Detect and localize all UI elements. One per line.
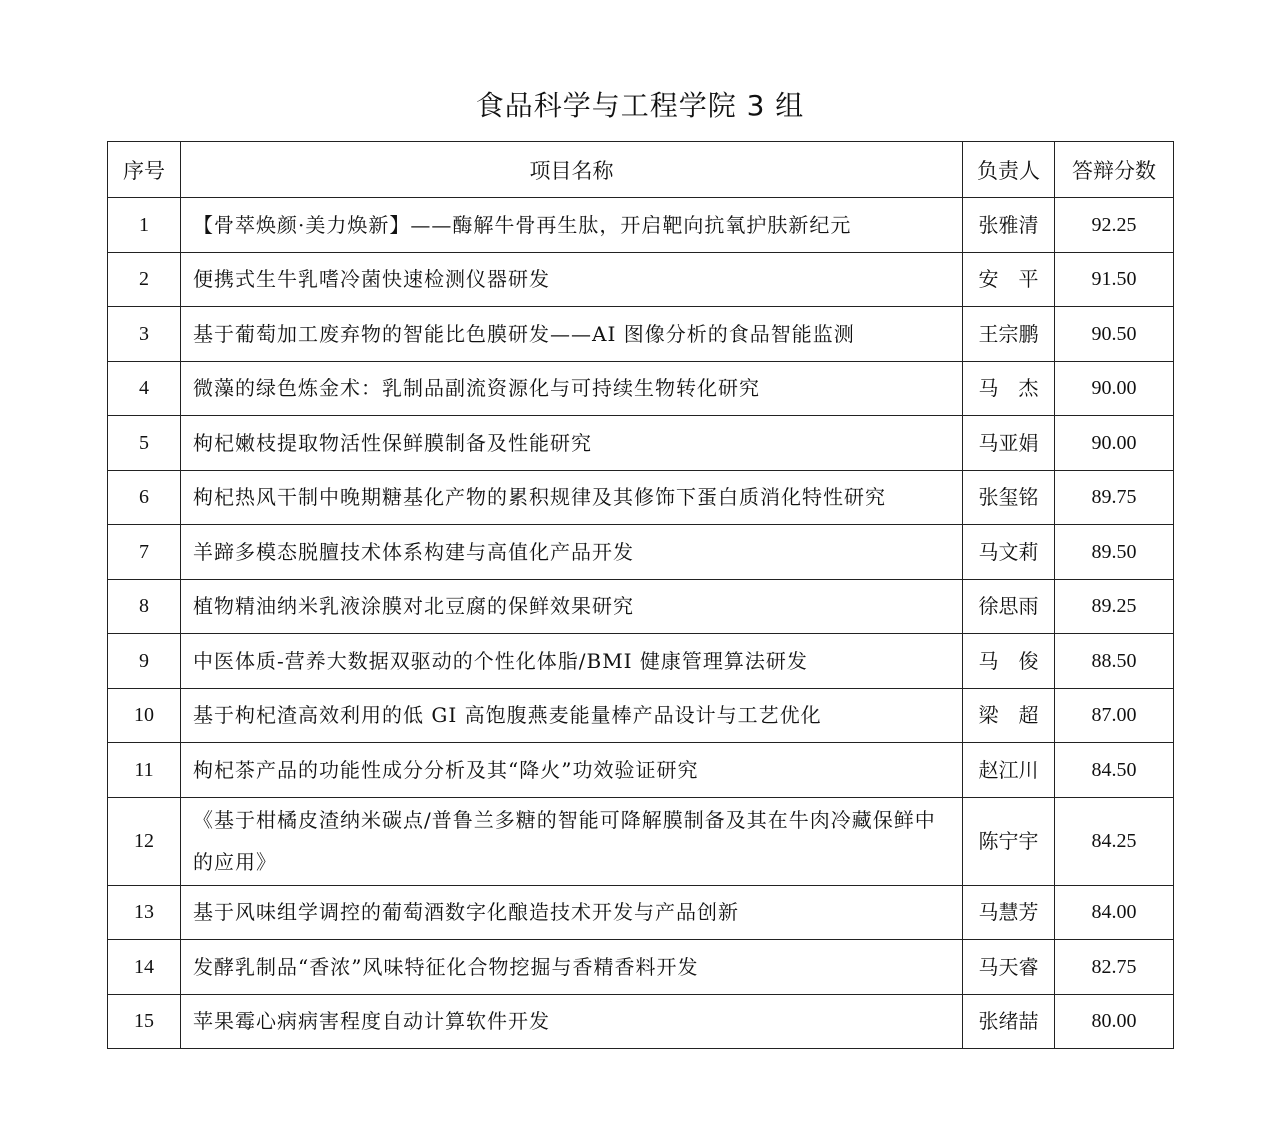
table-body [108,198,1174,1049]
row-defense-score: 89.50 [1055,525,1174,580]
row-person-in-charge: 马 杰 [963,361,1055,416]
row-person-in-charge: 王宗鹏 [963,307,1055,362]
row-defense-score: 87.00 [1055,688,1174,743]
header-project-name: 项目名称 [181,142,963,198]
row-defense-score: 91.50 [1055,252,1174,307]
row-serial-number: 9 [108,634,181,689]
table-row [108,252,1174,307]
row-person-in-charge: 张玺铭 [963,470,1055,525]
row-defense-score: 90.00 [1055,361,1174,416]
row-defense-score: 80.00 [1055,994,1174,1049]
row-person-in-charge: 马慧芳 [963,885,1055,940]
table-row [108,198,1174,253]
row-person-in-charge: 徐思雨 [963,579,1055,634]
header-row [108,142,1174,198]
row-project-name: 枸杞茶产品的功能性成分分析及其“降火”功效验证研究 [181,743,963,798]
row-serial-number: 12 [108,797,181,885]
row-person-in-charge: 安 平 [963,252,1055,307]
row-person-in-charge: 马文莉 [963,525,1055,580]
row-serial-number: 13 [108,885,181,940]
row-project-name: 苹果霉心病病害程度自动计算软件开发 [181,994,963,1049]
row-serial-number: 15 [108,994,181,1049]
table-row [108,525,1174,580]
row-defense-score: 88.50 [1055,634,1174,689]
row-serial-number: 11 [108,743,181,798]
row-project-name: 基于枸杞渣高效利用的低 GI 高饱腹燕麦能量棒产品设计与工艺优化 [181,688,963,743]
row-defense-score: 82.75 [1055,940,1174,995]
row-serial-number: 10 [108,688,181,743]
row-defense-score: 84.25 [1055,797,1174,885]
row-serial-number: 1 [108,198,181,253]
row-person-in-charge: 马天睿 [963,940,1055,995]
row-person-in-charge: 张绪喆 [963,994,1055,1049]
row-person-in-charge: 张雅清 [963,198,1055,253]
row-serial-number: 2 [108,252,181,307]
row-project-name: 中医体质-营养大数据双驱动的个性化体脂/BMI 健康管理算法研发 [181,634,963,689]
row-person-in-charge: 马亚娟 [963,416,1055,471]
header-defense-score: 答辩分数 [1055,142,1174,198]
row-defense-score: 90.50 [1055,307,1174,362]
row-project-name: 发酵乳制品“香浓”风味特征化合物挖掘与香精香料开发 [181,940,963,995]
row-person-in-charge: 陈宁宇 [963,797,1055,885]
row-defense-score: 89.25 [1055,579,1174,634]
table-row [108,579,1174,634]
row-person-in-charge: 赵江川 [963,743,1055,798]
row-defense-score: 89.75 [1055,470,1174,525]
table-header [108,142,1174,198]
row-project-name: 枸杞嫩枝提取物活性保鲜膜制备及性能研究 [181,416,963,471]
row-serial-number: 5 [108,416,181,471]
row-person-in-charge: 马 俊 [963,634,1055,689]
header-person-in-charge: 负责人 [963,142,1055,198]
row-project-name: 羊蹄多模态脱膻技术体系构建与高值化产品开发 [181,525,963,580]
row-project-name: 便携式生牛乳嗜冷菌快速检测仪器研发 [181,252,963,307]
table-row [108,940,1174,995]
row-defense-score: 84.50 [1055,743,1174,798]
row-project-name: 基于葡萄加工废弃物的智能比色膜研发——AI 图像分析的食品智能监测 [181,307,963,362]
row-defense-score: 90.00 [1055,416,1174,471]
table-row [108,634,1174,689]
table-row [108,797,1174,885]
row-project-name: 植物精油纳米乳液涂膜对北豆腐的保鲜效果研究 [181,579,963,634]
table-row [108,688,1174,743]
table-row [108,885,1174,940]
row-defense-score: 84.00 [1055,885,1174,940]
table-row [108,416,1174,471]
row-project-name: 《基于柑橘皮渣纳米碳点/普鲁兰多糖的智能可降解膜制备及其在牛肉冷藏保鲜中的应用》 [181,797,963,885]
row-serial-number: 4 [108,361,181,416]
row-serial-number: 8 [108,579,181,634]
row-project-name: 【骨萃焕颜·美力焕新】——酶解牛骨再生肽，开启靶向抗氧护肤新纪元 [181,198,963,253]
table-row [108,470,1174,525]
row-serial-number: 6 [108,470,181,525]
row-project-name: 微藻的绿色炼金术：乳制品副流资源化与可持续生物转化研究 [181,361,963,416]
row-serial-number: 7 [108,525,181,580]
table-row [108,361,1174,416]
row-defense-score: 92.25 [1055,198,1174,253]
row-project-name: 基于风味组学调控的葡萄酒数字化酿造技术开发与产品创新 [181,885,963,940]
project-score-table [107,141,1174,1049]
table-row [108,743,1174,798]
table-row [108,307,1174,362]
table-row [108,994,1174,1049]
row-project-name: 枸杞热风干制中晚期糖基化产物的累积规律及其修饰下蛋白质消化特性研究 [181,470,963,525]
row-serial-number: 3 [108,307,181,362]
row-person-in-charge: 梁 超 [963,688,1055,743]
row-serial-number: 14 [108,940,181,995]
header-serial-number: 序号 [108,142,181,198]
document-title: 食品科学与工程学院 3 组 [475,89,805,122]
